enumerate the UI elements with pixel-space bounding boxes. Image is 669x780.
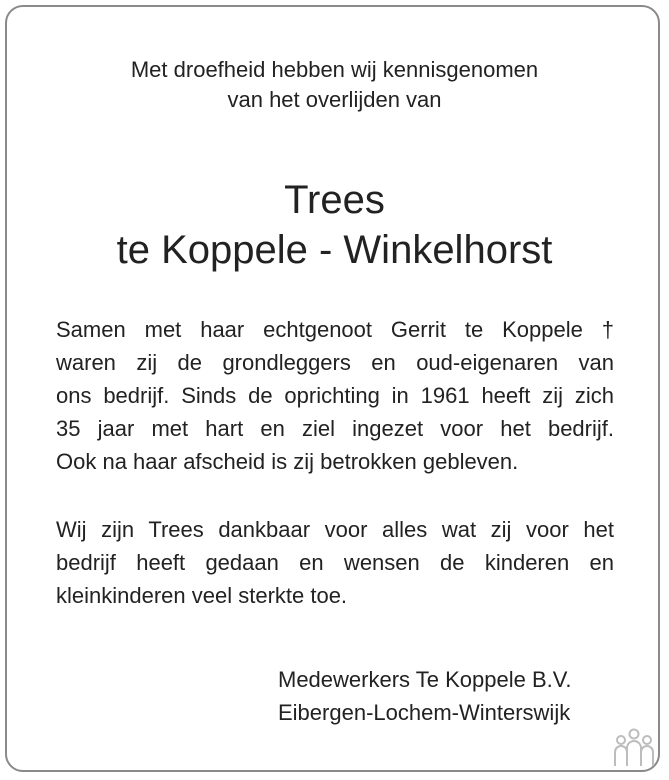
condolence-paragraph (56, 513, 614, 612)
signature-company: Medewerkers Te Koppele B.V. (278, 667, 572, 692)
tribute-paragraph (56, 313, 614, 478)
paragraph-line: Samen met haar echtgenoot Gerrit te Koppele † (56, 317, 614, 342)
signature-locations: Eibergen-Lochem-Winterswijk (278, 700, 571, 725)
paragraph-line: ons bedrijf. Sinds de oprichting in 1961 heeft zij zich (56, 383, 614, 408)
intro-line: van het overlijden van (227, 87, 442, 112)
paragraph-line: kleinkinderen veel sterkte toe. (56, 583, 348, 608)
paragraph-line: bedrijf heeft gedaan en wensen de kinderen en (56, 550, 614, 575)
intro-line: Met droefheid hebben wij kennisgenomen (130, 57, 539, 82)
paragraph-line: 35 jaar met hart en ziel ingezet voor het bedrijf. (56, 416, 614, 441)
intro-text (0, 55, 669, 115)
deceased-first-name: Trees (284, 178, 385, 222)
deceased-name (0, 175, 669, 275)
paragraph-line: Wij zijn Trees dankbaar voor alles wat zij voor het (56, 517, 614, 542)
signature (278, 663, 572, 729)
paragraph-line: Ook na haar afscheid is zij betrokken gebleven. (56, 449, 519, 474)
people-group-icon (612, 722, 656, 768)
deceased-surname: te Koppele - Winkelhorst (116, 228, 553, 272)
paragraph-line: waren zij de grondleggers en oud-eigenaren van (56, 350, 614, 375)
